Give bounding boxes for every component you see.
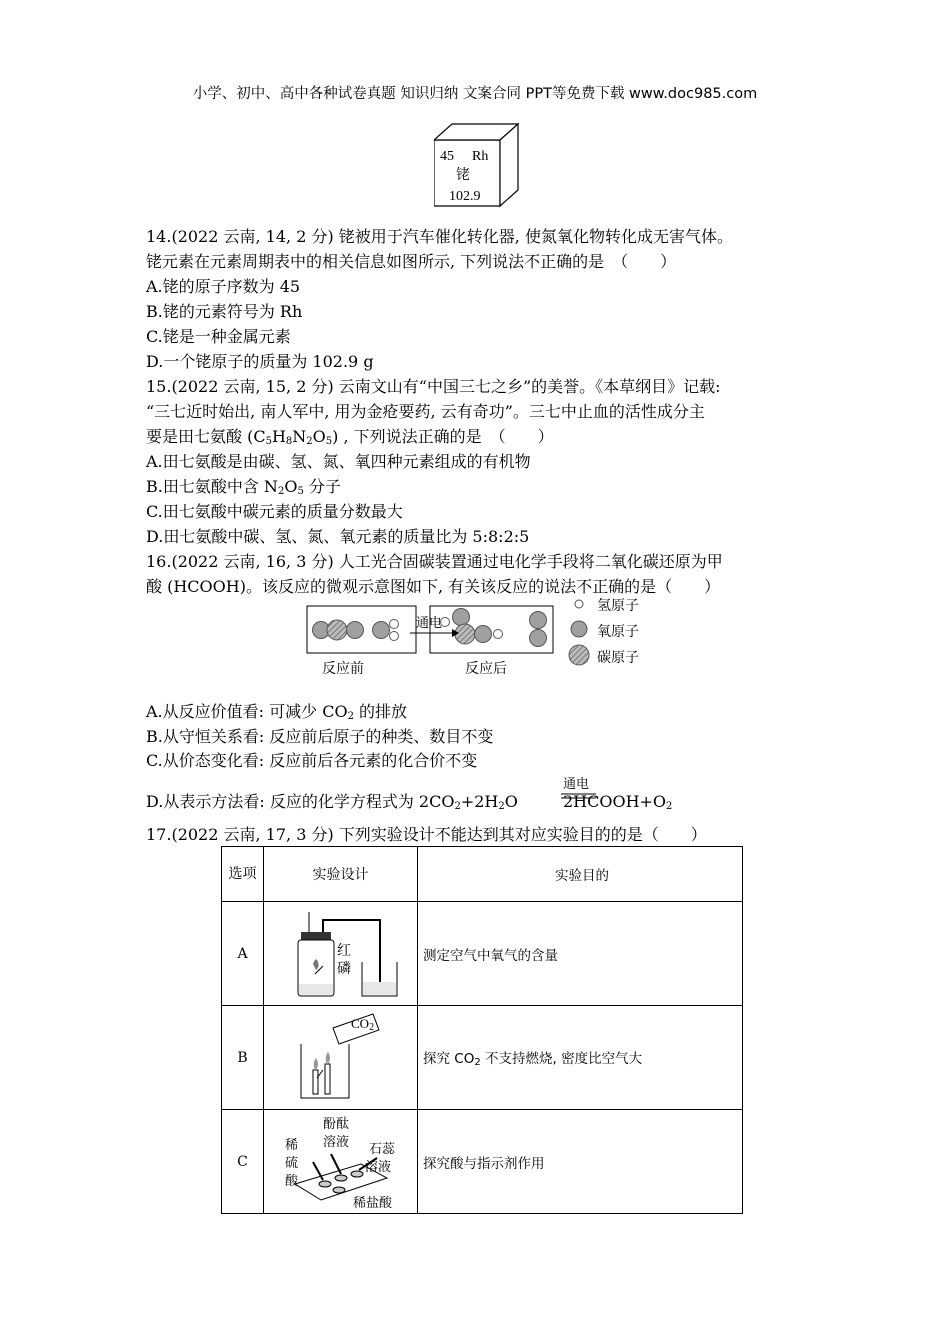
experiment-table	[221, 846, 743, 1214]
q17-stem: 17.(2022 云南, 17, 3 分) 下列实验设计不能达到其对应实验目的的是（ ）	[146, 825, 707, 844]
oxygen-atom	[530, 630, 547, 647]
after-label: 反应后	[465, 661, 507, 677]
legend-icons	[567, 594, 593, 670]
option-a: A	[222, 902, 264, 1006]
purpose-a: 测定空气中氧气的含量	[418, 902, 743, 1006]
option-b: B	[222, 1006, 264, 1110]
header-purpose: 实验目的	[418, 847, 743, 902]
oxygen-atom	[453, 609, 470, 626]
table-row	[222, 1006, 743, 1110]
hydrogen-atom	[390, 620, 399, 629]
q15-option-a: A.田七氨酸是由碳、氢、氮、氧四种元素组成的有机物	[146, 452, 531, 471]
q14-stem-line2: 铑元素在元素周期表中的相关信息如图所示, 下列说法不正确的是 （ ）	[146, 252, 677, 271]
hydrogen-atom	[390, 632, 399, 641]
purpose-b: 探究 $CO_2$ 不支持燃烧, 密度比空气大	[418, 1006, 743, 1110]
q14-option-c: C.铑是一种金属元素	[146, 327, 291, 346]
design-b: $CO_2$	[264, 1006, 418, 1110]
table-row	[222, 902, 743, 1006]
oxygen-atom	[530, 612, 547, 629]
q15-stem-line3: 要是田七氨酸 $(C_5H_8N_2O_5)$ , 下列说法正确的是 （ ）	[146, 427, 554, 447]
reaction-arrow-icon	[408, 628, 460, 638]
q16-option-b: B.从守恒关系看: 反应前后原子的种类、数目不变	[146, 727, 494, 746]
design-c: 酚酞 溶液 稀 硫 酸 石蕊 溶液 稀盐酸	[264, 1110, 418, 1214]
q16-option-d: D.从表示方法看: 反应的化学方程式为 $2CO_2+2H_2O$ $2HCOOH+O_2$	[146, 792, 673, 812]
arrow-condition-label: 通电	[416, 616, 443, 631]
q14-option-b: B.铑的元素符号为 Rh	[146, 302, 303, 321]
q15-stem-line1: 15.(2022 云南, 15, 2 分) 云南文山有“中国三七之乡”的美誉。《本草纲目》记载:	[146, 377, 721, 396]
element-mass: 102.9	[449, 189, 481, 204]
page-header: 小学、初中、高中各种试卷真题 知识归纳 文案合同 PPT等免费下载 www.doc985.com	[192, 86, 758, 102]
header-option: 选项	[222, 847, 264, 902]
q15-option-c: C.田七氨酸中碳元素的质量分数最大	[146, 502, 403, 521]
legend-carbon: 碳原子	[597, 650, 639, 666]
purpose-c: 探究酸与指示剂作用	[418, 1110, 743, 1214]
hydrogen-legend-icon	[575, 600, 583, 608]
before-label: 反应前	[322, 661, 364, 677]
q15-option-b: B.田七氨酸中含 $N_2O_5$ 分子	[146, 477, 341, 497]
legend-hydrogen: 氢原子	[597, 598, 639, 614]
oxygen-atom	[373, 622, 390, 639]
carbon-legend-icon	[569, 645, 589, 665]
header-design: 实验设计	[264, 847, 418, 902]
q16-option-c: C.从价态变化看: 反应前后各元素的化合价不变	[146, 751, 478, 770]
element-card	[434, 122, 524, 208]
q16-stem-line1: 16.(2022 云南, 16, 3 分) 人工光合固碳装置通过电化学手段将二氧化碳还原为甲	[146, 552, 723, 571]
design-a: 红 磷	[264, 902, 418, 1006]
oxygen-atom	[347, 622, 364, 639]
hydrogen-atom	[494, 630, 503, 639]
oxygen-atom	[475, 626, 492, 643]
q14-option-a: A.铑的原子序数为 45	[146, 277, 301, 296]
table-row	[222, 1110, 743, 1214]
element-symbol: Rh	[472, 149, 489, 164]
q15-option-d: D.田七氨酸中碳、氢、氮、氧元素的质量比为 5:8:2:5	[146, 527, 530, 546]
carbon-atom	[327, 620, 347, 640]
co2-pouring-apparatus	[265, 1008, 416, 1108]
oxygen-legend-icon	[571, 621, 587, 637]
q15-stem-line2: “三七近时始出, 南人军中, 用为金疮要药, 云有奇功”。三七中止血的活性成分主	[146, 402, 705, 421]
element-number: 45	[440, 149, 454, 164]
legend-oxygen: 氧原子	[597, 624, 639, 640]
element-name: 铑	[456, 167, 470, 183]
q14-stem-line1: 14.(2022 云南, 14, 2 分) 铑被用于汽车催化转化器, 使氮氧化物转化成无害气体。	[146, 227, 733, 246]
q14-option-d: D.一个铑原子的质量为 102.9 g	[146, 352, 374, 371]
q16-option-a: A.从反应价值看: 可减少 $CO_2$ 的排放	[146, 702, 408, 722]
option-c: C	[222, 1110, 264, 1214]
equation-condition: 通电	[563, 777, 590, 792]
q16-stem-line2: 酸 (HCOOH)。该反应的微观示意图如下, 有关该反应的说法不正确的是（ ）	[146, 577, 721, 596]
